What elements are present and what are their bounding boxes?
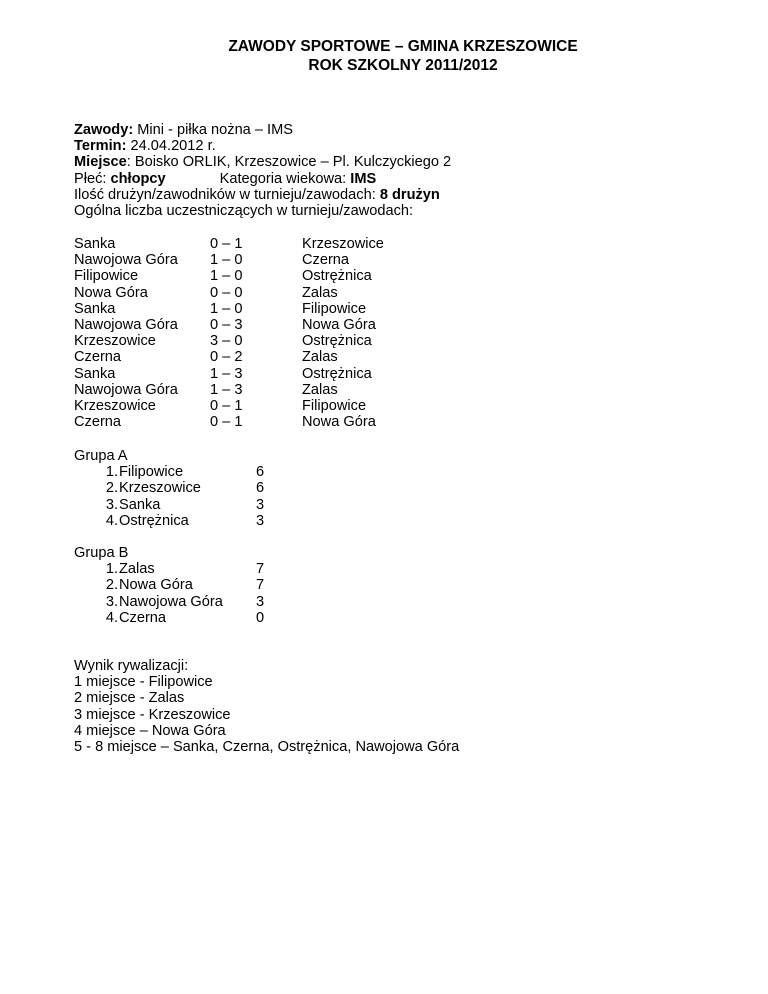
standing-num: 2. xyxy=(105,577,118,594)
miejsce-value: : Boisko ORLIK, Krzeszowice – Pl. Kulczyckiego 2 xyxy=(126,154,452,171)
info-ilosc xyxy=(74,187,451,203)
match-score: 0 – 1 xyxy=(210,414,243,431)
standing-pts: 7 xyxy=(256,577,265,594)
standing-num: 2. xyxy=(105,480,118,497)
miejsce-label: Miejsce xyxy=(74,154,127,171)
match-home: Krzeszowice xyxy=(74,397,156,414)
match-home: Filipowice xyxy=(74,268,139,285)
plec-label: Płeć: xyxy=(74,170,111,187)
info-plec-kategoria xyxy=(74,171,451,187)
title-line-2: ROK SZKOLNY 2011/2012 xyxy=(308,57,498,74)
standing-pts: 0 xyxy=(256,609,265,626)
result-line: 4 miejsce – Nowa Góra xyxy=(74,722,226,739)
standing-team: Sanka xyxy=(119,496,161,513)
standing-num: 3. xyxy=(105,593,118,610)
standing-team: Ostrężnica xyxy=(119,512,189,529)
match-home: Nawojowa Góra xyxy=(74,316,178,333)
match-home: Nawojowa Góra xyxy=(74,381,178,398)
match-home: Nowa Góra xyxy=(74,284,148,301)
info-zawody xyxy=(74,122,451,138)
ilosc-label: Ilość drużyn/zawodników w turnieju/zawodach: xyxy=(74,186,380,203)
standing-team: Nowa Góra xyxy=(119,577,193,594)
standing-num: 4. xyxy=(105,512,118,529)
match-home: Sanka xyxy=(74,300,116,317)
match-score: 1 – 0 xyxy=(210,300,243,317)
result-line: 5 - 8 miejsce – Sanka, Czerna, Ostrężnica, Nawojowa Góra xyxy=(74,739,460,756)
match-away: Ostrężnica xyxy=(302,365,372,382)
group-standing-row xyxy=(74,480,265,497)
standing-team: Zalas xyxy=(119,561,155,578)
match-score: 0 – 1 xyxy=(210,236,243,252)
group-standing-row xyxy=(74,561,265,578)
results-heading: Wynik rywalizacji: xyxy=(74,658,189,674)
info-miejsce xyxy=(74,154,451,170)
zawody-value: Mini - piłka nożna – IMS xyxy=(133,122,293,138)
match-score: 1 – 3 xyxy=(210,381,243,398)
standing-team: Krzeszowice xyxy=(119,480,201,497)
title-line-1: ZAWODY SPORTOWE – GMINA KRZESZOWICE xyxy=(228,38,578,55)
result-line: 1 miejsce - Filipowice xyxy=(74,674,213,691)
group-title: Grupa B xyxy=(74,545,129,561)
standing-pts: 7 xyxy=(256,561,265,578)
standing-num: 1. xyxy=(105,561,118,578)
match-score: 0 – 0 xyxy=(210,284,243,301)
group-standing-row xyxy=(74,577,265,594)
group-standing-row xyxy=(74,593,265,610)
group-standing-row xyxy=(74,496,265,513)
group-b-table xyxy=(74,545,265,626)
match-home: Sanka xyxy=(74,365,116,382)
match-away: Nowa Góra xyxy=(302,316,376,333)
standing-num: 4. xyxy=(105,609,118,626)
standing-pts: 6 xyxy=(256,464,265,481)
competition-info xyxy=(74,122,451,219)
result-line: 3 miejsce - Krzeszowice xyxy=(74,706,231,723)
match-home: Czerna xyxy=(74,414,122,431)
match-away: Nowa Góra xyxy=(302,414,376,431)
standing-team: Czerna xyxy=(119,609,167,626)
match-home: Krzeszowice xyxy=(74,333,156,350)
match-score: 3 – 0 xyxy=(210,333,243,350)
match-away: Zalas xyxy=(302,381,338,398)
group-a-table xyxy=(74,448,265,529)
match-away: Krzeszowice xyxy=(302,236,384,252)
group-standing-row xyxy=(74,512,265,529)
info-termin xyxy=(74,138,451,154)
standing-num: 3. xyxy=(105,496,118,513)
kategoria-value: IMS xyxy=(350,170,377,187)
info-ogolna: Ogólna liczba uczestniczących w turnieju/zawodach: xyxy=(74,203,414,220)
match-away: Filipowice xyxy=(302,300,367,317)
result-line: 2 miejsce - Zalas xyxy=(74,690,185,707)
match-score: 0 – 3 xyxy=(210,316,243,333)
standing-num: 1. xyxy=(105,464,118,481)
standing-team: Filipowice xyxy=(119,464,184,481)
match-away: Czerna xyxy=(302,252,350,269)
match-away: Zalas xyxy=(302,284,338,301)
standing-pts: 3 xyxy=(256,512,265,529)
group-standing-row xyxy=(74,609,265,626)
match-score: 1 – 0 xyxy=(210,268,243,285)
termin-value: 24.04.2012 r. xyxy=(126,138,216,155)
match-away: Filipowice xyxy=(302,397,367,414)
termin-label: Termin: xyxy=(74,138,127,155)
match-away: Ostrężnica xyxy=(302,268,372,285)
match-score: 1 – 0 xyxy=(210,252,243,269)
match-home: Sanka xyxy=(74,236,116,252)
match-score: 0 – 1 xyxy=(210,397,243,414)
match-score: 0 – 2 xyxy=(210,349,243,366)
match-home: Czerna xyxy=(74,349,122,366)
match-home: Nawojowa Góra xyxy=(74,252,178,269)
zawody-label: Zawody: xyxy=(74,122,134,138)
plec-value: chłopcy xyxy=(110,170,166,187)
group-standing-row xyxy=(74,464,265,481)
match-away: Zalas xyxy=(302,349,338,366)
standing-team: Nawojowa Góra xyxy=(119,593,223,610)
final-standings xyxy=(74,658,459,755)
standing-pts: 3 xyxy=(256,496,265,513)
standing-pts: 3 xyxy=(256,593,265,610)
match-away: Ostrężnica xyxy=(302,333,372,350)
ilosc-value: 8 drużyn xyxy=(379,186,440,203)
group-title: Grupa A xyxy=(74,448,128,464)
match-score: 1 – 3 xyxy=(210,365,243,382)
kategoria-label: Kategoria wiekowa: xyxy=(219,170,351,187)
document-title xyxy=(0,37,768,75)
standing-pts: 6 xyxy=(256,480,265,497)
